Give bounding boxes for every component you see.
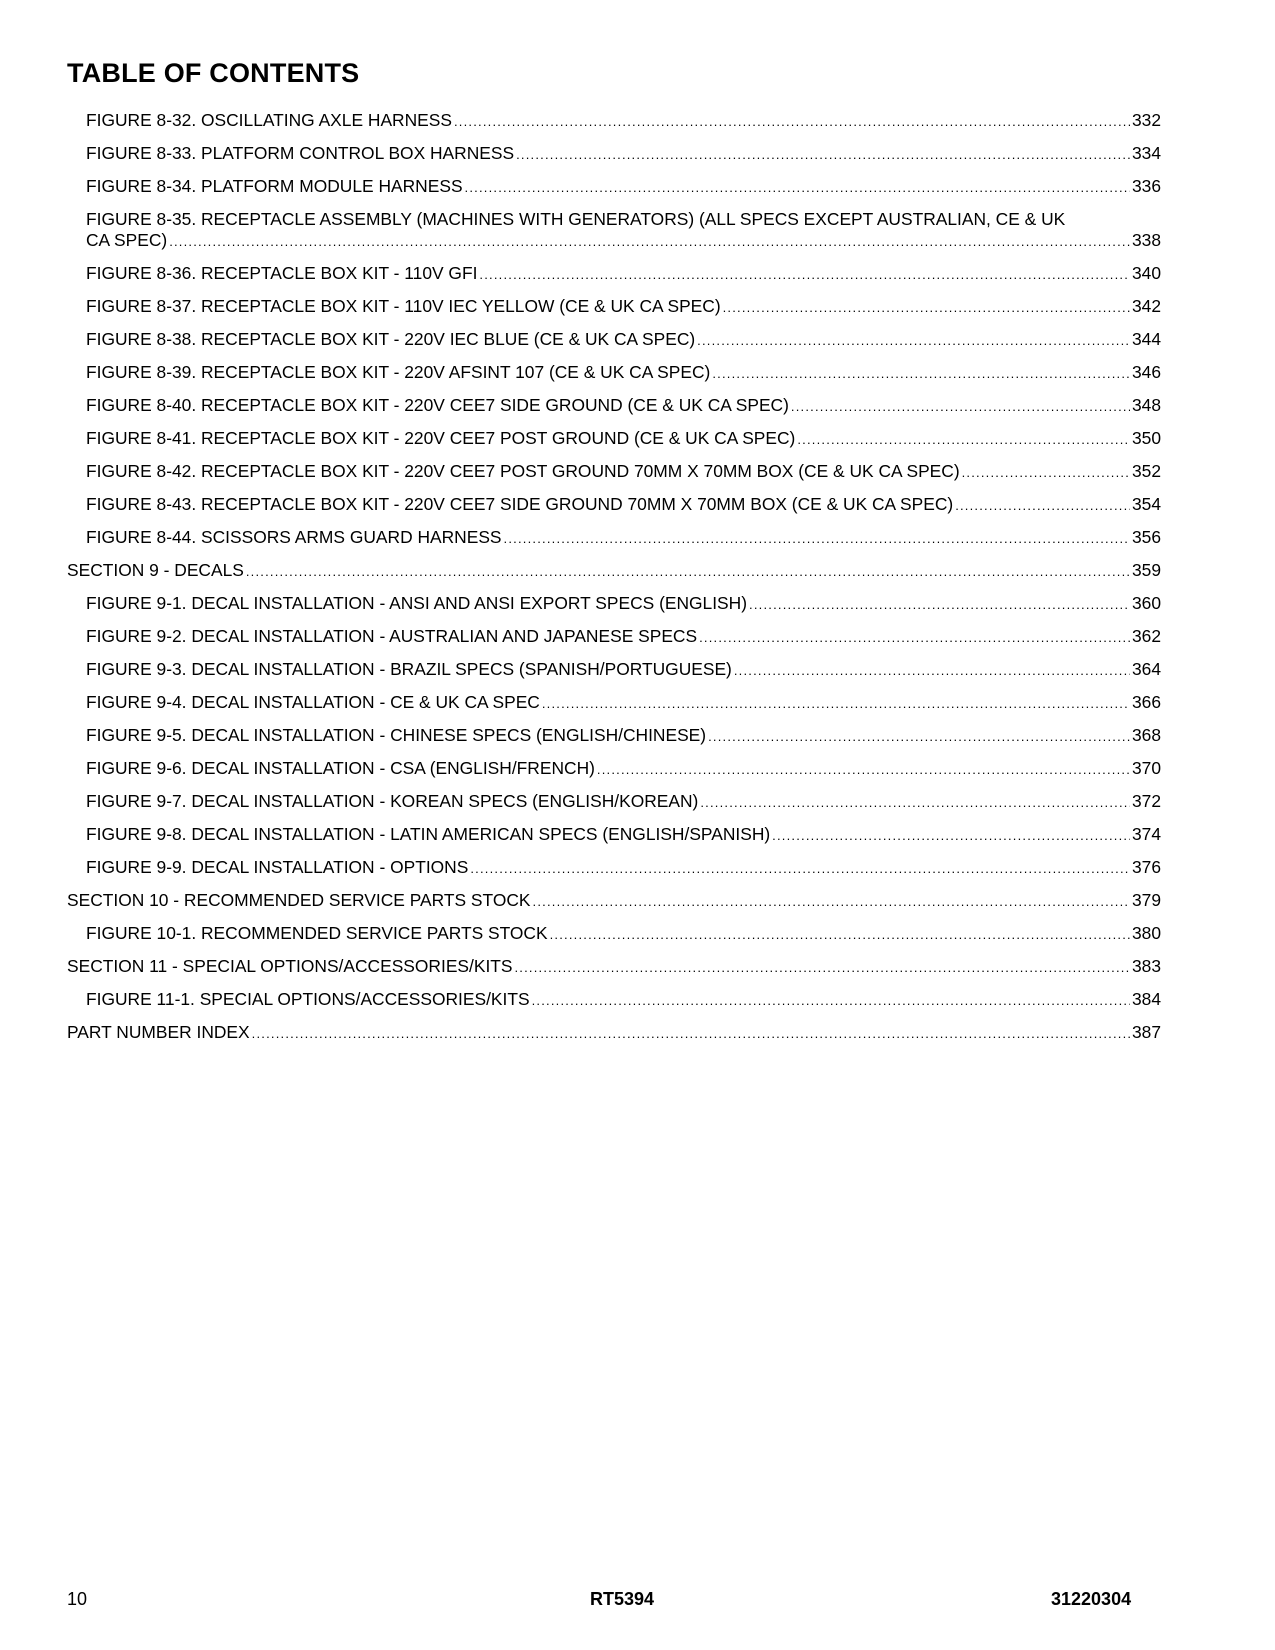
toc-entry-title: FIGURE 9-3. DECAL INSTALLATION - BRAZIL SPECS (SPANISH/PORTUGUESE) [86, 659, 732, 679]
toc-entry-title: FIGURE 8-35. RECEPTACLE ASSEMBLY (MACHINES WITH GENERATORS) (ALL SPECS EXCEPT AUSTRALIAN, CE & UK [86, 209, 1066, 229]
dot-leader [708, 726, 1130, 747]
toc-figure-entry[interactable] [67, 494, 1161, 516]
toc-entry-title: FIGURE 11-1. SPECIAL OPTIONS/ACCESSORIES/KITS [86, 989, 530, 1009]
toc-entry-title: FIGURE 8-37. RECEPTACLE BOX KIT - 110V IEC YELLOW (CE & UK CA SPEC) [86, 296, 721, 316]
toc-figure-entry[interactable] [67, 791, 1161, 813]
dot-leader [246, 561, 1130, 582]
dot-leader [169, 231, 1130, 252]
toc-page-number: 342 [1131, 296, 1161, 316]
toc-section-entry[interactable] [67, 890, 1161, 912]
toc-page-number: 366 [1131, 692, 1161, 712]
toc-page-number: 384 [1131, 989, 1161, 1009]
page-title: TABLE OF CONTENTS [67, 58, 360, 88]
dot-leader [712, 363, 1130, 384]
toc-entry-title: FIGURE 9-2. DECAL INSTALLATION - AUSTRALIAN AND JAPANESE SPECS [86, 626, 698, 646]
toc-figure-entry[interactable] [67, 593, 1161, 615]
toc-page-number: 387 [1131, 1022, 1161, 1042]
toc-page-number: 338 [1131, 230, 1161, 250]
toc-entry-title: FIGURE 8-34. PLATFORM MODULE HARNESS [86, 176, 463, 196]
toc-figure-entry[interactable] [67, 176, 1161, 198]
toc-section-entry[interactable] [67, 560, 1161, 582]
dot-leader [504, 528, 1130, 549]
toc-entry-title: FIGURE 8-44. SCISSORS ARMS GUARD HARNESS [86, 527, 502, 547]
footer-page-number: 10 [67, 1589, 88, 1609]
toc-entry-title: FIGURE 9-7. DECAL INSTALLATION - KOREAN SPECS (ENGLISH/KOREAN) [86, 791, 699, 811]
dot-leader [252, 1023, 1130, 1044]
toc-entry-title: FIGURE 9-1. DECAL INSTALLATION - ANSI AND ANSI EXPORT SPECS (ENGLISH) [86, 593, 748, 613]
toc-entry-title: FIGURE 8-36. RECEPTACLE BOX KIT - 110V GFI [86, 263, 478, 283]
toc-page-number: 354 [1131, 494, 1161, 514]
dot-leader [772, 825, 1130, 846]
toc-figure-entry[interactable] [67, 692, 1161, 714]
toc-entry-title: SECTION 9 - DECALS [67, 560, 244, 580]
dot-leader [791, 396, 1130, 417]
toc-entry-title: FIGURE 9-8. DECAL INSTALLATION - LATIN AMERICAN SPECS (ENGLISH/SPANISH) [86, 824, 771, 844]
toc-figure-entry[interactable] [67, 989, 1161, 1011]
toc-entry-title: FIGURE 8-32. OSCILLATING AXLE HARNESS [86, 110, 452, 130]
toc-entry-title: PART NUMBER INDEX [67, 1022, 250, 1042]
toc-figure-entry[interactable] [67, 725, 1161, 747]
toc-figure-entry[interactable] [67, 461, 1161, 483]
toc-page-number: 360 [1131, 593, 1161, 613]
dot-leader [697, 330, 1130, 351]
toc-figure-entry[interactable] [67, 626, 1161, 648]
toc-entry-title: FIGURE 8-42. RECEPTACLE BOX KIT - 220V CEE7 POST GROUND 70MM X 70MM BOX (CE & UK CA SPEC) [86, 461, 960, 481]
dot-leader [454, 111, 1130, 132]
toc-entry-title: FIGURE 8-43. RECEPTACLE BOX KIT - 220V CEE7 SIDE GROUND 70MM X 70MM BOX (CE & UK CA SPEC) [86, 494, 954, 514]
toc-figure-entry[interactable] [67, 263, 1161, 285]
toc-page-number: 334 [1131, 143, 1161, 163]
toc-page-number: 348 [1131, 395, 1161, 415]
toc-page-number: 332 [1131, 110, 1161, 130]
toc-figure-entry[interactable] [67, 923, 1161, 945]
dot-leader [515, 957, 1130, 978]
toc-figure-entry[interactable] [67, 428, 1161, 450]
toc-page-number: 344 [1131, 329, 1161, 349]
toc-figure-entry[interactable] [67, 110, 1161, 132]
toc-figure-entry[interactable] [67, 296, 1161, 318]
toc-section-entry[interactable] [67, 956, 1161, 978]
toc-entry-title: FIGURE 8-39. RECEPTACLE BOX KIT - 220V AFSINT 107 (CE & UK CA SPEC) [86, 362, 711, 382]
dot-leader [465, 177, 1130, 198]
toc-figure-entry[interactable] [67, 329, 1161, 351]
dot-leader [533, 891, 1130, 912]
toc-figure-entry[interactable] [67, 758, 1161, 780]
dot-leader [700, 792, 1130, 813]
toc-page-number: 376 [1131, 857, 1161, 877]
toc-page-number: 362 [1131, 626, 1161, 646]
table-of-contents [67, 110, 1161, 1055]
toc-entry-title: FIGURE 10-1. RECOMMENDED SERVICE PARTS STOCK [86, 923, 548, 943]
toc-section-entry[interactable] [67, 1022, 1161, 1044]
toc-page-number: 359 [1131, 560, 1161, 580]
toc-figure-entry[interactable] [67, 362, 1161, 384]
toc-entry-title: FIGURE 8-40. RECEPTACLE BOX KIT - 220V CEE7 SIDE GROUND (CE & UK CA SPEC) [86, 395, 789, 415]
toc-page-number: 383 [1131, 956, 1161, 976]
toc-page-number: 372 [1131, 791, 1161, 811]
dot-leader [749, 594, 1130, 615]
toc-page-number: 346 [1131, 362, 1161, 382]
footer-model: RT5394 [590, 1589, 655, 1609]
toc-figure-entry[interactable] [67, 527, 1161, 549]
toc-page-number: 356 [1131, 527, 1161, 547]
toc-page-number: 370 [1131, 758, 1161, 778]
toc-figure-entry[interactable] [67, 395, 1161, 417]
dot-leader [699, 627, 1130, 648]
toc-page-number: 350 [1131, 428, 1161, 448]
dot-leader [532, 990, 1130, 1011]
dot-leader [597, 759, 1130, 780]
toc-page-number: 379 [1131, 890, 1161, 910]
toc-entry-title-continued: CA SPEC) [86, 230, 168, 250]
toc-entry-title: FIGURE 8-41. RECEPTACLE BOX KIT - 220V CEE7 POST GROUND (CE & UK CA SPEC) [86, 428, 796, 448]
dot-leader [955, 495, 1130, 516]
dot-leader [470, 858, 1130, 879]
toc-entry-title: SECTION 11 - SPECIAL OPTIONS/ACCESSORIES/KITS [67, 956, 513, 976]
dot-leader [723, 297, 1130, 318]
footer-doc-number: 31220304 [1051, 1589, 1132, 1609]
toc-page-number: 352 [1131, 461, 1161, 481]
toc-figure-entry[interactable] [67, 659, 1161, 681]
toc-entry-title: FIGURE 8-38. RECEPTACLE BOX KIT - 220V IEC BLUE (CE & UK CA SPEC) [86, 329, 696, 349]
dot-leader [542, 693, 1130, 714]
toc-entry-title: SECTION 10 - RECOMMENDED SERVICE PARTS STOCK [67, 890, 531, 910]
dot-leader [734, 660, 1130, 681]
toc-page-number: 374 [1131, 824, 1161, 844]
toc-page-number: 336 [1131, 176, 1161, 196]
dot-leader [550, 924, 1130, 945]
toc-figure-entry[interactable] [67, 143, 1161, 165]
toc-entry-title: FIGURE 9-5. DECAL INSTALLATION - CHINESE SPECS (ENGLISH/CHINESE) [86, 725, 707, 745]
dot-leader [516, 144, 1130, 165]
toc-figure-entry[interactable] [67, 824, 1161, 846]
toc-entry-title: FIGURE 9-9. DECAL INSTALLATION - OPTIONS [86, 857, 469, 877]
toc-entry-title: FIGURE 9-6. DECAL INSTALLATION - CSA (ENGLISH/FRENCH) [86, 758, 595, 778]
dot-leader [962, 462, 1130, 483]
toc-entry-title: FIGURE 8-33. PLATFORM CONTROL BOX HARNESS [86, 143, 515, 163]
toc-page-number: 368 [1131, 725, 1161, 745]
toc-page-number: 340 [1131, 263, 1161, 283]
toc-entry-title: FIGURE 9-4. DECAL INSTALLATION - CE & UK CA SPEC [86, 692, 540, 712]
toc-page-number: 380 [1131, 923, 1161, 943]
toc-figure-entry[interactable] [67, 209, 1161, 252]
dot-leader [479, 264, 1130, 285]
dot-leader [797, 429, 1130, 450]
toc-page-number: 364 [1131, 659, 1161, 679]
toc-figure-entry[interactable] [67, 857, 1161, 879]
